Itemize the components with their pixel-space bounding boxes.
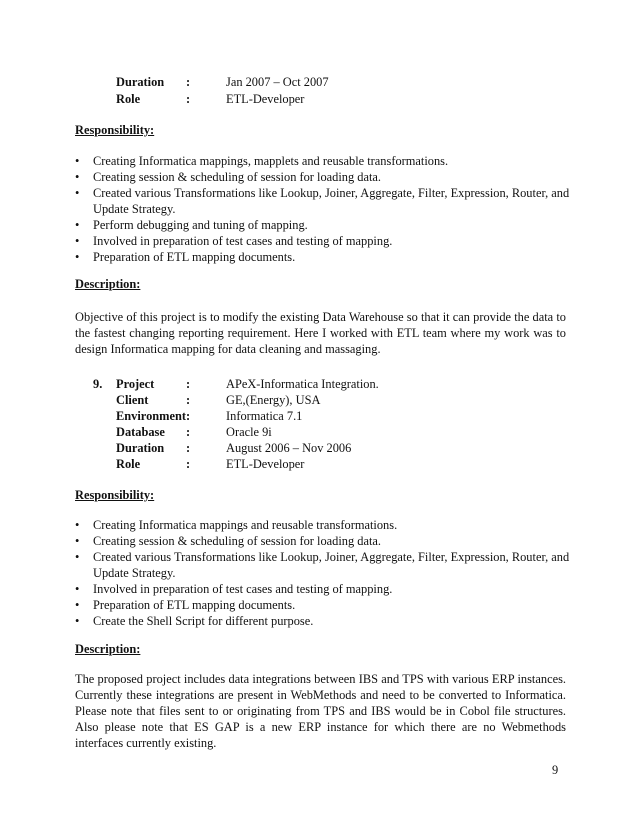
description-paragraph-1: Objective of this project is to modify the existing Data Warehouse so that it can provide the data to the fastest changing reporting requirement. Here I worked with ETL team where my work was to design Informatica mapping for data cleaning and massaging.: [75, 310, 566, 356]
project-number: 9.: [93, 377, 103, 391]
description-heading-2: Description:: [75, 642, 141, 656]
list-item: • Preparation of ETL mapping documents.: [75, 597, 570, 613]
list-item: • Involved in preparation of test cases and testing of mapping.: [75, 581, 570, 597]
list-item: • Creating session & scheduling of session for loading data.: [75, 169, 570, 185]
responsibility-heading-1: Responsibility:: [75, 123, 155, 137]
field-value: Informatica 7.1: [226, 409, 303, 423]
field-value: APeX-Informatica Integration.: [226, 377, 379, 391]
field-colon: :: [186, 457, 191, 471]
field-value: Oracle 9i: [226, 425, 272, 439]
field-label: Role: [116, 92, 141, 106]
list-item: • Perform debugging and tuning of mapping.: [75, 217, 570, 233]
field-colon: :: [186, 441, 191, 455]
list-item: • Involved in preparation of test cases and testing of mapping.: [75, 233, 570, 249]
list-item: • Create the Shell Script for different purpose.: [75, 613, 570, 629]
field-label: Database: [116, 425, 165, 439]
field-colon: :: [186, 425, 191, 439]
list-item: • Created various Transformations like Lookup, Joiner, Aggregate, Filter, Expression, Router, and Update Strategy.: [75, 549, 570, 581]
field-value: August 2006 – Nov 2006: [226, 441, 352, 455]
field-label: Role: [116, 457, 141, 471]
list-item: • Created various Transformations like Lookup, Joiner, Aggregate, Filter, Expression, Router, and Update Strategy.: [75, 185, 570, 217]
responsibility-list-2: [75, 517, 570, 629]
field-label: Duration: [116, 75, 165, 89]
description-paragraph-2: The proposed project includes data integrations between IBS and TPS with various ERP instances. Currently these integrations are present in WebMethods and need to be converted to Informatica. Please note that files sent to or originating from TPS and IBS would be in Cobol file structures. Also please note that ES GAP is a new ERP instance for which there are no Webmethods interfaces currently existing.: [75, 672, 566, 750]
field-value: Jan 2007 – Oct 2007: [226, 75, 329, 89]
field-colon: :: [186, 393, 191, 407]
field-colon: :: [186, 92, 191, 106]
field-value: ETL-Developer: [226, 457, 305, 471]
list-item: • Creating Informatica mappings and reusable transformations.: [75, 517, 570, 533]
list-item: • Creating Informatica mappings, mapplets and reusable transformations.: [75, 153, 570, 169]
field-value: ETL-Developer: [226, 92, 305, 106]
field-colon: :: [186, 377, 191, 391]
description-heading-1: Description:: [75, 277, 141, 291]
field-label: Duration: [116, 441, 165, 455]
field-label: Project: [116, 377, 155, 391]
field-colon: :: [186, 409, 191, 423]
page-number: 9: [552, 763, 559, 777]
field-label: Client: [116, 393, 149, 407]
field-colon: :: [186, 75, 191, 89]
list-item: • Creating session & scheduling of session for loading data.: [75, 533, 570, 549]
field-label: Environment: [116, 409, 186, 423]
field-value: GE,(Energy), USA: [226, 393, 321, 407]
list-item: • Preparation of ETL mapping documents.: [75, 249, 570, 265]
responsibility-list-1: [75, 153, 570, 265]
responsibility-heading-2: Responsibility:: [75, 488, 155, 502]
